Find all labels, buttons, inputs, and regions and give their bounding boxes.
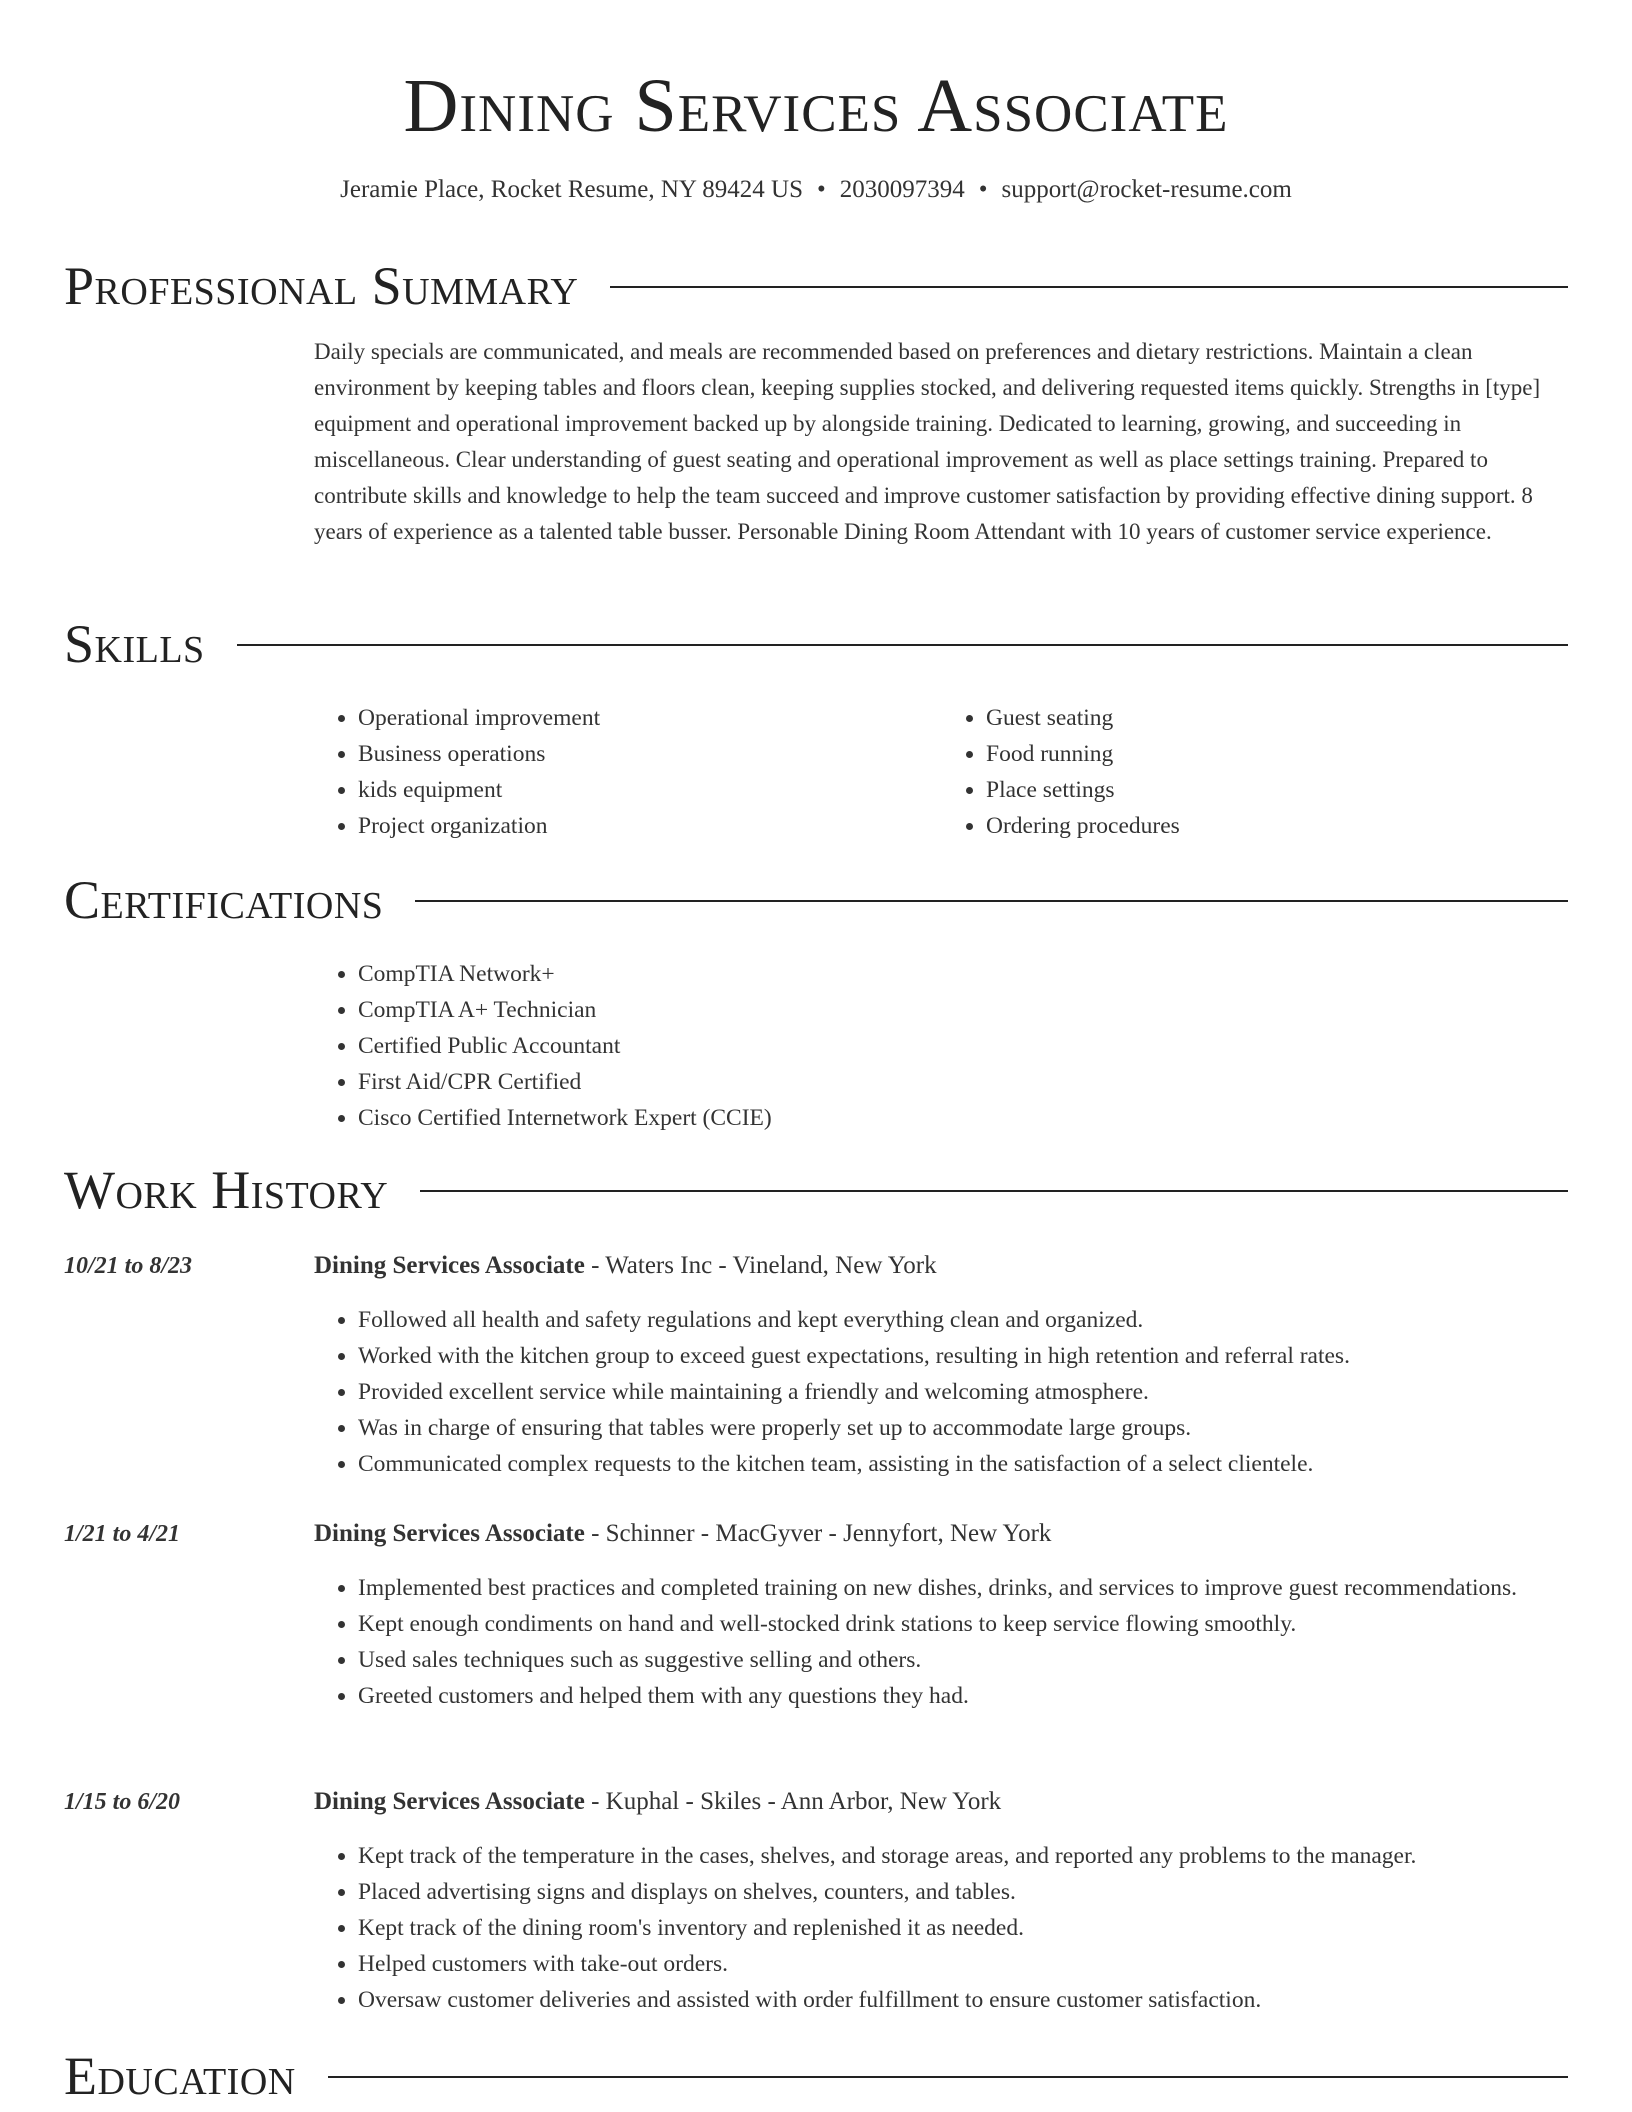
certification-item: • CompTIA Network+ [358, 956, 1570, 992]
summary-section-header [64, 254, 1568, 318]
summary-heading: Professional Summary [64, 256, 579, 316]
section-divider [610, 286, 1568, 288]
duty-item: • Placed advertising signs and displays on shelves, counters, and tables. [358, 1874, 1570, 1910]
skills-column-right [942, 700, 1570, 844]
skill-item: • Food running [986, 736, 1570, 772]
contact-separator: • [817, 176, 826, 203]
skills-list [314, 700, 1570, 844]
duty-item: • Kept track of the dining room's inventory and replenished it as needed. [358, 1910, 1570, 1946]
page-title: Dining Services Associate [403, 64, 1229, 148]
skill-item: • Operational improvement [358, 700, 942, 736]
job-employer: - Waters Inc - Vineland, New York [584, 1252, 937, 1279]
duty-item: • Worked with the kitchen group to exceed guest expectations, resulting in high retention and referral rates. [358, 1338, 1570, 1374]
job-role: Dining Services Associate [314, 1520, 585, 1547]
contact-phone: 2030097394 [839, 176, 965, 203]
duty-item: • Implemented best practices and completed training on new dishes, drinks, and services to improve guest recommendations. [358, 1570, 1570, 1606]
duty-item: • Communicated complex requests to the kitchen team, assisting in the satisfaction of a select clientele. [358, 1446, 1570, 1482]
duty-item: • Oversaw customer deliveries and assisted with order fulfillment to ensure customer satisfaction. [358, 1982, 1570, 2018]
duty-item: • Followed all health and safety regulations and kept everything clean and organized. [358, 1302, 1570, 1338]
contact-separator: • [978, 176, 988, 203]
duty-item: • Kept enough condiments on hand and well-stocked drink stations to keep service flowing smoothly. [358, 1606, 1570, 1642]
certification-item: • First Aid/CPR Certified [358, 1064, 1570, 1100]
job-employer: - Schinner - MacGyver - Jennyfort, New York [584, 1520, 1052, 1547]
skills-section-header [64, 612, 1568, 676]
job-role: Dining Services Associate [314, 1788, 585, 1815]
certifications-section-header [64, 868, 1568, 932]
job-employer: - Kuphal - Skiles - Ann Arbor, New York [584, 1788, 1002, 1815]
duty-item: • Was in charge of ensuring that tables were properly set up to accommodate large groups. [358, 1410, 1570, 1446]
skill-item: • Place settings [986, 772, 1570, 808]
certification-item: • CompTIA A+ Technician [358, 992, 1570, 1028]
contact-line [0, 172, 1632, 208]
duty-item: • Greeted customers and helped them with any questions they had. [358, 1678, 1570, 1714]
skills-heading: Skills [64, 614, 205, 674]
skill-item: • Guest seating [986, 700, 1570, 736]
job-dates: 1/15 to 6/20 [64, 1789, 181, 1815]
job-duties [314, 1570, 1570, 1714]
duty-item: • Helped customers with take-out orders. [358, 1946, 1570, 1982]
contact-address: Jeramie Place, Rocket Resume, NY 89424 US [340, 176, 804, 203]
certifications-list [314, 956, 1570, 1136]
job-title-line [314, 1784, 1570, 1820]
certifications-heading: Certifications [64, 870, 384, 930]
job-dates: 1/21 to 4/21 [64, 1521, 181, 1547]
duty-item: • Kept track of the temperature in the cases, shelves, and storage areas, and reported any problems to the manager. [358, 1838, 1570, 1874]
section-divider [237, 644, 1568, 646]
job-role: Dining Services Associate [314, 1252, 585, 1279]
certification-item: • Cisco Certified Internetwork Expert (CCIE) [358, 1100, 1570, 1136]
duty-item: • Provided excellent service while maintaining a friendly and welcoming atmosphere. [358, 1374, 1570, 1410]
skill-item: • kids equipment [358, 772, 942, 808]
skill-item: • Business operations [358, 736, 942, 772]
summary-text: Daily specials are communicated, and meals are recommended based on preferences and dietary restrictions. Maintain a clean environment by keeping tables and floors clean, keeping supplies stocked, and delivering requested items quickly. Strengths in [type] equipment and operational improvement backed up by alongside training. Dedicated to learning, growing, and succeeding in miscellaneous. Clear understanding of guest seating and operational improvement as well as place settings training. Prepared to contribute skills and knowledge to help the team succeed and improve customer satisfaction by providing effective dining support. 8 years of experience as a talented table busser. Personable Dining Room Attendant with 10 years of customer service experience. [314, 339, 1541, 544]
job-title-line [314, 1248, 1570, 1284]
duty-item: • Used sales techniques such as suggestive selling and others. [358, 1642, 1570, 1678]
section-divider [328, 2076, 1568, 2078]
skill-item: • Project organization [358, 808, 942, 844]
work-history-section-header [64, 1158, 1568, 1222]
certification-item: • Certified Public Accountant [358, 1028, 1570, 1064]
job-dates: 10/21 to 8/23 [64, 1253, 193, 1279]
skill-item: • Ordering procedures [986, 808, 1570, 844]
work-history-heading: Work History [64, 1160, 389, 1220]
education-heading: Education [64, 2046, 296, 2106]
job-duties [314, 1302, 1570, 1482]
contact-email: support@rocket-resume.com [1001, 176, 1292, 203]
job-title-line [314, 1516, 1570, 1552]
skills-column-left [314, 700, 942, 844]
section-divider [415, 900, 1568, 902]
education-section-header [64, 2044, 1568, 2108]
section-divider [420, 1190, 1568, 1192]
job-duties [314, 1838, 1570, 2018]
